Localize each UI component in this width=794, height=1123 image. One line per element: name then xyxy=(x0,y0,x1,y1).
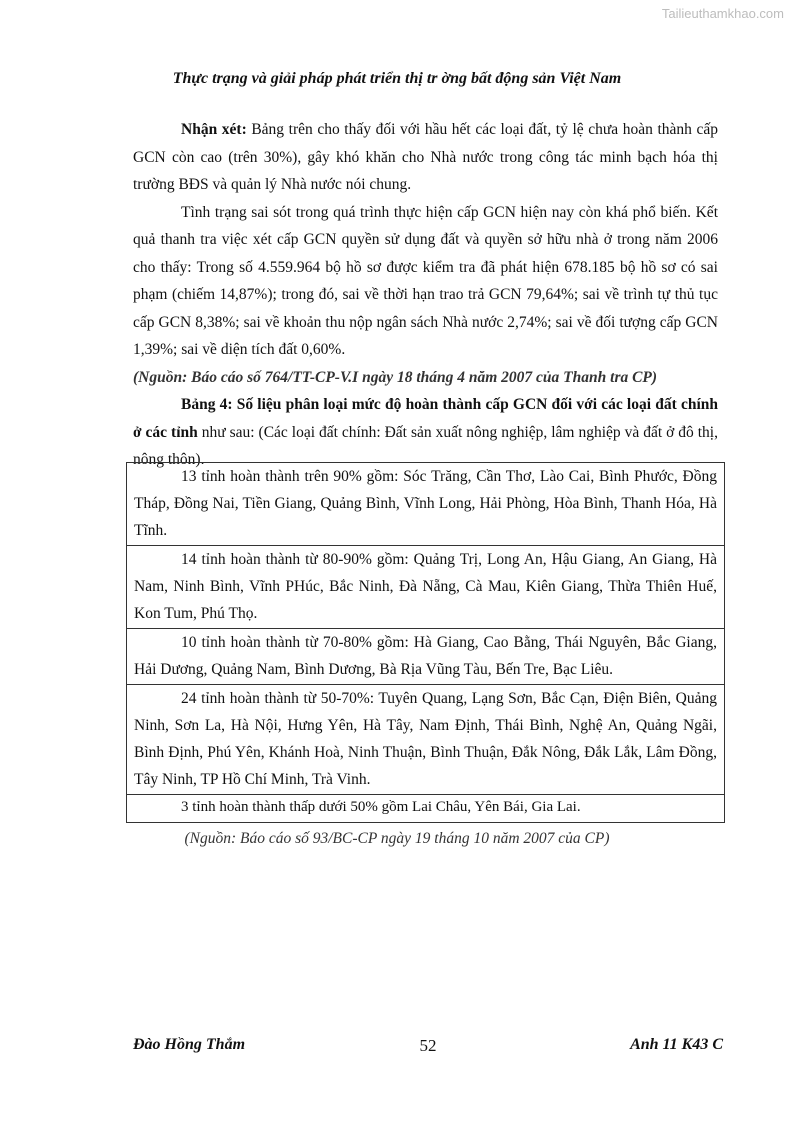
comment-label: Nhận xét: xyxy=(181,121,247,138)
completion-table xyxy=(126,462,725,823)
body-content xyxy=(133,116,718,474)
table-caption-title: Bảng 4: Số liệu phân loại mức độ hoàn thành cấp GCN đối với các loại đất chính ở các tỉnh xyxy=(133,396,718,441)
footer-class: Anh 11 K43 C xyxy=(630,1036,723,1053)
table-row: 3 tỉnh hoàn thành thấp dưới 50% gồm Lai Châu, Yên Bái, Gia Lai. xyxy=(181,799,581,815)
watermark-text: Tailieuthamkhao.com xyxy=(661,6,784,21)
source-citation-1: (Nguồn: Báo cáo số 764/TT-CP-V.I ngày 18 tháng 4 năm 2007 của Thanh tra CP) xyxy=(133,368,658,386)
footer-author: Đào Hồng Thắm xyxy=(133,1036,246,1053)
table-row: 13 tỉnh hoàn thành trên 90% gồm: Sóc Trăng, Cần Thơ, Lào Cai, Bình Phước, Đồng Tháp, Đồng Nai, Tiền Giang, Quảng Bình, Vĩnh Long, Hải Phòng, Hòa Bình, Thanh Hóa, Hà Tĩnh. xyxy=(127,463,724,546)
table-caption-note: như sau: (Các loại đất chính: Đất sản xuất nông nghiệp, lâm nghiệp và đất ở đô thị, nông thôn). xyxy=(133,423,718,468)
page-header: Thực trạng và giải pháp phát triển thị tr ờng bất động sản Việt Nam xyxy=(172,70,622,87)
source-citation-2: (Nguồn: Báo cáo số 93/BC-CP ngày 19 tháng 10 năm 2007 của CP) xyxy=(184,830,610,847)
table-row: 10 tỉnh hoàn thành từ 70-80% gồm: Hà Giang, Cao Bằng, Thái Nguyên, Bắc Giang, Hải Dương, Quảng Nam, Bình Dương, Bà Rịa Vũng Tàu, Bến Tre, Bạc Liêu. xyxy=(127,629,724,685)
table-row: 14 tỉnh hoàn thành từ 80-90% gồm: Quảng Trị, Long An, Hậu Giang, An Giang, Hà Nam, Ninh Bình, Vĩnh PHúc, Bắc Ninh, Đà Nẵng, Cà Mau, Kiên Giang, Thừa Thiên Huế, Kon Tum, Phú Thọ. xyxy=(127,546,724,629)
comment-paragraph xyxy=(133,116,718,199)
table-row: 24 tỉnh hoàn thành từ 50-70%: Tuyên Quang, Lạng Sơn, Bắc Cạn, Điện Biên, Quảng Ninh, Sơn La, Hà Nội, Hưng Yên, Hà Tây, Nam Định, Thái Bình, Nghệ An, Quảng Ngãi, Bình Định, Phú Yên, Khánh Hoà, Ninh Thuận, Bình Thuận, Đắk Nông, Đắk Lắk, Lâm Đồng, Tây Ninh, TP Hồ Chí Minh, Trà Vinh. xyxy=(127,685,724,795)
error-paragraph: Tình trạng sai sót trong quá trình thực hiện cấp GCN hiện nay còn khá phổ biến. Kết quả thanh tra việc xét cấp GCN quyền sử dụng đất và quyền sở hữu nhà ở trong năm 2006 cho thấy: Trong số 4.559.964 bộ hồ sơ được kiểm tra đã phát hiện 678.185 bộ hồ sơ có sai phạm (chiếm 14,87%); trong đó, sai về thời hạn trao trả GCN 79,64%; sai về trình tự thủ tục cấp GCN 8,38%; sai về khoản thu nộp ngân sách Nhà nước 2,74%; sai về đối tượng cấp GCN 1,39%; sai về diện tích đất 0,60%. xyxy=(133,203,718,358)
comment-text: Bảng trên cho thấy đối với hầu hết các loại đất, tỷ lệ chưa hoàn thành cấp GCN còn cao (trên 30%), gây khó khăn cho Nhà nước trong công tác minh bạch hóa thị trường BĐS và quản lý Nhà nước nói chung. xyxy=(133,121,718,193)
page-number: 52 xyxy=(419,1036,437,1055)
